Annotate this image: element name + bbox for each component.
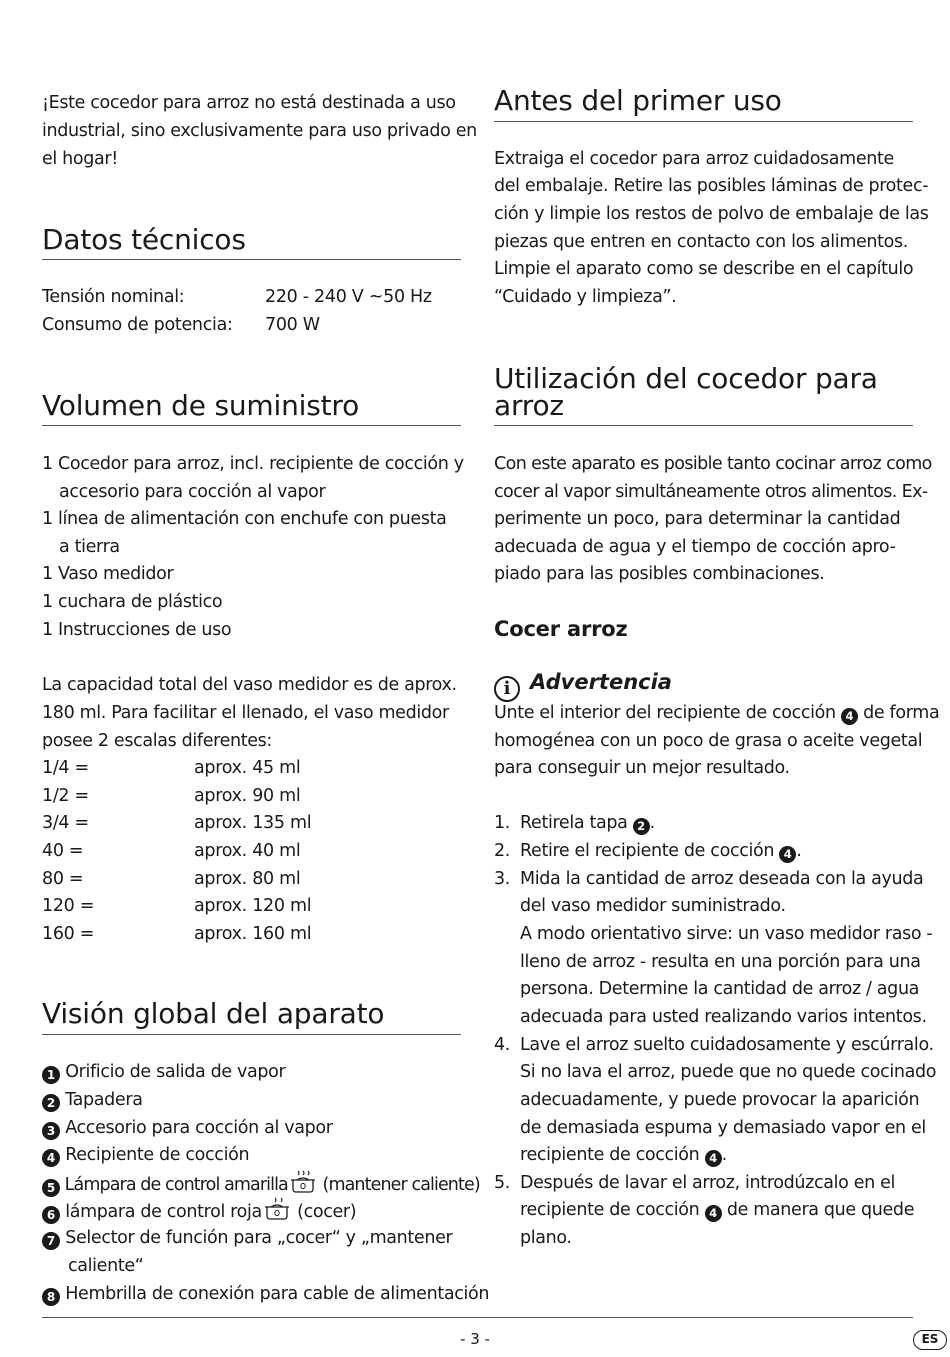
vision-global-heading: Visión global del aparato <box>42 997 385 1030</box>
paragraph-line: del embalaje. Retire las posibles láminas de protec- <box>494 176 929 196</box>
step-text-part: de manera que quede <box>721 1200 915 1220</box>
part-item <box>42 1142 249 1170</box>
scale-row <box>42 921 311 949</box>
number-badge-icon: 7 <box>42 1232 60 1250</box>
scale-mark: 3/4 = <box>42 813 89 833</box>
step-text-part: . <box>796 841 802 861</box>
capacity-line: La capacidad total del vaso medidor es de aprox. <box>42 675 457 695</box>
number-badge-icon: 3 <box>42 1122 60 1140</box>
part-label: Selector de función para „cocer“ y „mantener <box>65 1228 453 1248</box>
step-text: persona. Determine la cantidad de arroz / agua <box>520 979 920 999</box>
keep-warm-pot-icon <box>288 1170 318 1194</box>
part-label-suffix: (cocer) <box>291 1202 357 1222</box>
number-badge-icon: 8 <box>42 1288 60 1306</box>
scale-value: aprox. 120 ml <box>194 896 312 916</box>
spec-value: 700 W <box>265 315 320 335</box>
step-text: adecuada para usted realizando varios intentos. <box>520 1007 927 1027</box>
warning-title: Advertencia <box>530 670 672 694</box>
step-text: Mida la cantidad de arroz deseada con la ayuda <box>520 869 924 889</box>
section-rule <box>494 121 913 122</box>
step-number: 3. <box>494 869 510 889</box>
step-text: de demasiada espuma y demasiado vapor en el <box>520 1118 926 1138</box>
utilizacion-heading-line2: arroz <box>494 389 564 422</box>
list-item: 1 Cocedor para arroz, incl. recipiente de cocción y <box>42 454 464 474</box>
step-text: adecuadamente, y puede provocar la aparición <box>520 1090 920 1110</box>
part-item <box>42 1197 356 1227</box>
scale-row <box>42 838 300 866</box>
scale-row <box>42 810 311 838</box>
paragraph-line: piezas que entren en contacto con los alimentos. <box>494 232 909 252</box>
part-label: Orificio de salida de vapor <box>65 1062 286 1082</box>
part-item <box>42 1115 333 1143</box>
info-icon: i <box>494 676 520 702</box>
step-text-part: recipiente de cocción <box>520 1145 705 1165</box>
part-label: lámpara de control roja <box>65 1202 262 1222</box>
scale-mark: 1/4 = <box>42 758 89 778</box>
spec-row <box>42 284 432 312</box>
step-text-part: recipiente de cocción <box>520 1200 705 1220</box>
list-item: 1 cuchara de plástico <box>42 592 223 612</box>
step-number: 2. <box>494 841 510 861</box>
paragraph-line: Con este aparato es posible tanto cocinar arroz como <box>494 454 932 474</box>
step-number: 5. <box>494 1173 510 1193</box>
part-item <box>42 1059 285 1087</box>
warning-line <box>494 700 939 728</box>
scale-row <box>42 893 311 921</box>
intro-line: ¡Este cocedor para arroz no está destinada a uso <box>42 93 456 113</box>
paragraph-line: Limpie el aparato como se describe en el capítulo <box>494 259 914 279</box>
step-number: 4. <box>494 1035 510 1055</box>
intro-line: industrial, sino exclusivamente para uso privado en <box>42 121 477 141</box>
step-text: Después de lavar el arroz, introdúzcalo en el <box>520 1173 895 1193</box>
number-badge-icon: 2 <box>633 818 650 835</box>
spec-label: Tensión nominal: <box>42 287 185 307</box>
section-rule <box>42 1034 461 1035</box>
number-badge-icon: 4 <box>841 708 858 725</box>
number-badge-icon: 4 <box>705 1205 722 1222</box>
number-badge-icon: 2 <box>42 1094 60 1112</box>
paragraph-line: “Cuidado y limpieza”. <box>494 287 677 307</box>
step-text: Si no lava el arroz, puede que no quede cocinado <box>520 1062 937 1082</box>
number-badge-icon: 6 <box>42 1206 60 1224</box>
paragraph-line: Extraiga el cocedor para arroz cuidadosamente <box>494 149 894 169</box>
capacity-line: posee 2 escalas diferentes: <box>42 731 272 751</box>
part-item <box>42 1225 452 1253</box>
step-text <box>520 838 802 866</box>
spec-label: Consumo de potencia: <box>42 315 233 335</box>
capacity-line: 180 ml. Para facilitar el llenado, el vaso medidor <box>42 703 449 723</box>
scale-value: aprox. 135 ml <box>194 813 312 833</box>
step-text <box>520 810 655 838</box>
paragraph-line: cocer al vapor simultáneamente otros alimentos. Ex- <box>494 482 928 502</box>
language-badge: ES <box>913 1330 947 1350</box>
scale-mark: 40 = <box>42 841 84 861</box>
scale-row <box>42 866 300 894</box>
scale-value: aprox. 40 ml <box>194 841 301 861</box>
list-item: 1 línea de alimentación con enchufe con puesta <box>42 509 447 529</box>
part-item <box>42 1281 489 1309</box>
list-item: accesorio para cocción al vapor <box>59 482 326 502</box>
antes-heading: Antes del primer uso <box>494 84 782 117</box>
scale-row <box>42 783 300 811</box>
part-item <box>42 1170 480 1200</box>
footer-rule <box>42 1317 913 1318</box>
step-text: del vaso medidor suministrado. <box>520 896 786 916</box>
step-text: lleno de arroz - resulta en una porción para una <box>520 952 921 972</box>
part-label-suffix: (mantener caliente) <box>317 1175 480 1195</box>
step-text <box>520 1142 727 1170</box>
step-text-part: Retirela tapa <box>520 813 633 833</box>
list-item: 1 Vaso medidor <box>42 564 174 584</box>
scale-value: aprox. 90 ml <box>194 786 301 806</box>
cocer-arroz-heading: Cocer arroz <box>494 617 628 641</box>
part-item-continuation: caliente“ <box>68 1256 144 1276</box>
step-number: 1. <box>494 813 510 833</box>
scale-mark: 160 = <box>42 924 95 944</box>
scale-value: aprox. 80 ml <box>194 869 301 889</box>
intro-line: el hogar! <box>42 149 118 169</box>
warning-text: Unte el interior del recipiente de cocción <box>494 703 841 723</box>
list-item: 1 Instrucciones de uso <box>42 620 232 640</box>
step-text-part: Retire el recipiente de cocción <box>520 841 780 861</box>
part-label: Hembrilla de conexión para cable de alimentación <box>65 1284 490 1304</box>
paragraph-line: perimente un poco, para determinar la cantidad <box>494 509 901 529</box>
part-item <box>42 1087 143 1115</box>
number-badge-icon: 5 <box>42 1179 60 1197</box>
step-text: Lave el arroz suelto cuidadosamente y escúrralo. <box>520 1035 934 1055</box>
scale-value: aprox. 45 ml <box>194 758 301 778</box>
part-label: Lámpara de control amarilla <box>64 1175 288 1195</box>
utilizacion-heading: Utilización del cocedor para <box>494 362 878 395</box>
cook-pot-icon <box>262 1197 292 1221</box>
section-rule <box>42 425 461 426</box>
paragraph-line: adecuada de agua y el tiempo de cocción apro- <box>494 537 896 557</box>
section-rule <box>42 259 461 260</box>
number-badge-icon: 4 <box>705 1150 722 1167</box>
warning-line: homogénea con un poco de grasa o aceite vegetal <box>494 731 923 751</box>
section-rule <box>494 425 913 426</box>
warning-line: para conseguir un mejor resultado. <box>494 758 790 778</box>
part-label: Tapadera <box>65 1090 143 1110</box>
number-badge-icon: 1 <box>42 1066 60 1084</box>
scale-value: aprox. 160 ml <box>194 924 312 944</box>
scale-mark: 1/2 = <box>42 786 89 806</box>
list-item: a tierra <box>59 537 120 557</box>
paragraph-line: ción y limpie los restos de polvo de embalaje de las <box>494 204 929 224</box>
part-label: Recipiente de cocción <box>65 1145 250 1165</box>
page-number: - 3 - <box>460 1330 490 1348</box>
step-text-part: . <box>721 1145 727 1165</box>
step-text-part: . <box>649 813 655 833</box>
number-badge-icon: 4 <box>42 1149 60 1167</box>
warning-heading <box>494 668 672 702</box>
spec-row <box>42 312 320 340</box>
scale-mark: 120 = <box>42 896 95 916</box>
warning-text: de forma <box>857 703 940 723</box>
part-label: Accesorio para cocción al vapor <box>65 1118 333 1138</box>
spec-value: 220 - 240 V ~50 Hz <box>265 287 432 307</box>
step-text <box>520 1197 914 1225</box>
paragraph-line: piado para las posibles combinaciones. <box>494 564 825 584</box>
step-text: plano. <box>520 1228 572 1248</box>
step-text: A modo orientativo sirve: un vaso medidor raso - <box>520 924 933 944</box>
datos-tecnicos-heading: Datos técnicos <box>42 223 246 256</box>
number-badge-icon: 4 <box>779 846 796 863</box>
volumen-heading: Volumen de suministro <box>42 389 359 422</box>
scale-row <box>42 755 300 783</box>
scale-mark: 80 = <box>42 869 84 889</box>
